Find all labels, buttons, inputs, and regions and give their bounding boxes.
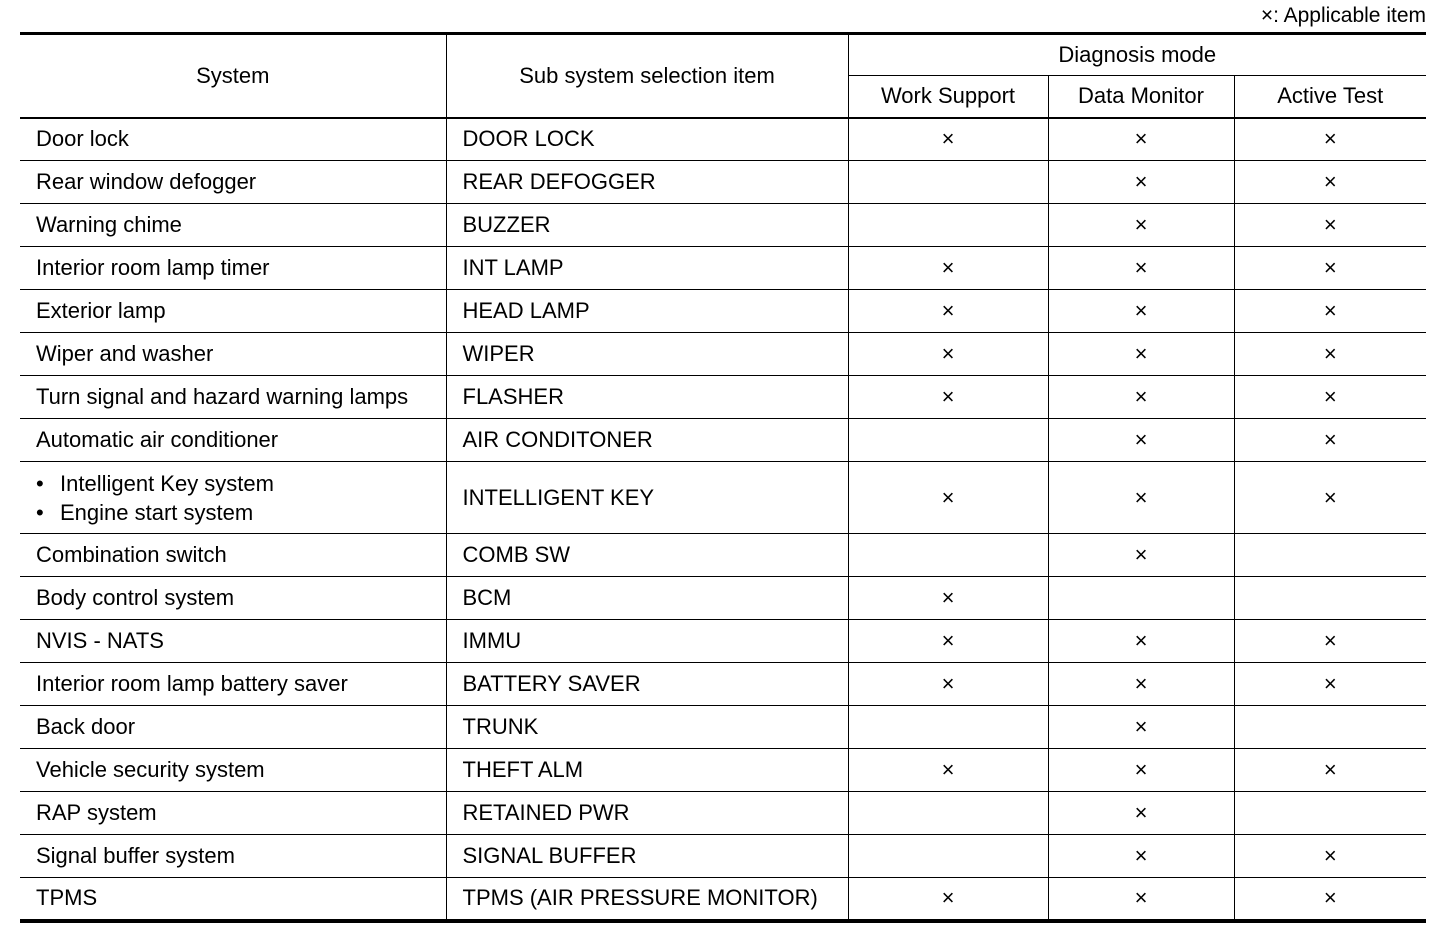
table-row [20,118,1426,161]
active-test-cell [1234,620,1426,663]
system-name: Intelligent Key system [60,470,274,496]
system-name: Combination switch [36,542,227,567]
applicable-mark-icon: × [1323,484,1337,510]
table-row [20,878,1426,921]
applicable-mark-icon: × [1134,885,1148,911]
table-body [20,118,1426,921]
active-test-cell [1234,376,1426,419]
system-cell [20,376,446,419]
data-monitor-cell [1048,749,1234,792]
applicable-mark-icon: × [1323,212,1337,237]
diagnosis-mode-header: Diagnosis mode [848,34,1426,76]
work-support-cell [848,376,1048,419]
active-test-cell [1234,290,1426,333]
system-cell [20,620,446,663]
applicable-mark-icon: × [1323,427,1337,452]
applicable-mark-icon: × [1323,885,1337,911]
work-support-cell [848,118,1048,161]
applicable-mark-icon: × [1323,671,1337,696]
applicable-mark-icon: × [1323,126,1337,152]
table-row [20,835,1426,878]
table-row [20,706,1426,749]
applicable-mark-icon: × [941,757,955,782]
applicable-mark-icon: × [941,885,955,911]
applicable-mark-icon: × [1323,169,1337,194]
system-cell [20,118,446,161]
system-list-item [36,469,446,498]
system-cell [20,290,446,333]
applicable-mark-icon: × [1134,212,1148,237]
sub-system-cell: TPMS (AIR PRESSURE MONITOR) [446,878,848,921]
system-cell [20,749,446,792]
applicable-mark-icon: × [941,341,955,366]
system-name: Exterior lamp [36,298,166,323]
sub-system-cell: AIR CONDITONER [446,419,848,462]
system-name: Interior room lamp battery saver [36,671,348,696]
system-cell [20,878,446,921]
table-row [20,247,1426,290]
applicable-mark-icon: × [1134,542,1148,567]
system-name: Rear window defogger [36,169,257,194]
system-cell [20,247,446,290]
data-monitor-cell [1048,462,1234,534]
work-support-column-header: Work Support [848,76,1048,118]
applicable-mark-icon: × [1323,628,1337,653]
bullet-icon: • [36,470,44,496]
applicable-mark-icon: × [1134,126,1148,152]
active-test-cell [1234,247,1426,290]
table-row [20,333,1426,376]
applicable-mark-icon: × [941,126,955,152]
table-row [20,161,1426,204]
sub-system-cell: THEFT ALM [446,749,848,792]
data-monitor-column-header: Data Monitor [1048,76,1234,118]
active-test-cell [1234,577,1426,620]
applicable-mark-icon: × [1134,843,1148,868]
system-cell [20,835,446,878]
work-support-cell [848,333,1048,376]
data-monitor-cell [1048,706,1234,749]
sub-system-cell: INTELLIGENT KEY [446,462,848,534]
system-column-header: System [20,34,446,118]
applicable-mark-icon: × [941,384,955,409]
active-test-column-header: Active Test [1234,76,1426,118]
sub-system-cell: SIGNAL BUFFER [446,835,848,878]
system-cell [20,204,446,247]
data-monitor-cell [1048,204,1234,247]
data-monitor-cell [1048,620,1234,663]
applicable-mark-icon: × [1134,714,1148,739]
system-cell [20,577,446,620]
applicable-mark-icon: × [941,671,955,696]
system-name: Door lock [36,126,129,152]
table-row [20,620,1426,663]
system-list-item [36,498,446,527]
data-monitor-cell [1048,333,1234,376]
work-support-cell [848,706,1048,749]
work-support-cell [848,290,1048,333]
sub-system-cell: IMMU [446,620,848,663]
active-test-cell [1234,118,1426,161]
work-support-cell [848,204,1048,247]
applicable-mark-icon: × [941,585,955,610]
applicable-item-legend: ×: Applicable item [1260,4,1426,27]
applicable-mark-icon: × [941,298,955,323]
system-name: RAP system [36,800,157,825]
system-name: Warning chime [36,212,182,237]
applicable-mark-icon: × [1134,671,1148,696]
system-name: Body control system [36,585,235,610]
sub-system-cell: BATTERY SAVER [446,663,848,706]
sub-system-cell: DOOR LOCK [446,118,848,161]
sub-system-cell: BCM [446,577,848,620]
data-monitor-cell [1048,118,1234,161]
table-row [20,749,1426,792]
active-test-cell [1234,749,1426,792]
applicable-mark-icon: × [1134,757,1148,782]
system-name: Wiper and washer [36,341,214,366]
system-name: Vehicle security system [36,757,265,782]
system-name: Interior room lamp timer [36,255,270,280]
table-row [20,792,1426,835]
work-support-cell [848,878,1048,921]
sub-system-cell: BUZZER [446,204,848,247]
active-test-cell [1234,878,1426,921]
work-support-cell [848,577,1048,620]
diagnosis-mode-table [20,32,1426,923]
data-monitor-cell [1048,835,1234,878]
work-support-cell [848,534,1048,577]
sub-system-cell: HEAD LAMP [446,290,848,333]
active-test-cell [1234,792,1426,835]
active-test-cell [1234,706,1426,749]
system-cell [20,333,446,376]
sub-system-cell: REAR DEFOGGER [446,161,848,204]
work-support-cell [848,835,1048,878]
table-row [20,419,1426,462]
active-test-cell [1234,835,1426,878]
data-monitor-cell [1048,577,1234,620]
table-row [20,577,1426,620]
applicable-mark-icon: × [1134,255,1148,280]
active-test-cell [1234,663,1426,706]
applicable-mark-icon: × [941,484,955,510]
applicable-mark-icon: × [1323,255,1337,280]
table-row [20,462,1426,534]
table-header [20,34,1426,118]
system-cell [20,706,446,749]
sub-system-column-header: Sub system selection item [446,34,848,118]
work-support-cell [848,419,1048,462]
applicable-mark-icon: × [1134,484,1148,510]
data-monitor-cell [1048,878,1234,921]
system-cell [20,534,446,577]
work-support-cell [848,749,1048,792]
system-cell [20,419,446,462]
sub-system-cell: FLASHER [446,376,848,419]
bullet-icon: • [36,499,44,525]
applicable-mark-icon: × [1134,169,1148,194]
applicable-mark-icon: × [1134,341,1148,366]
applicable-mark-icon: × [1134,427,1148,452]
system-name: Back door [36,714,136,739]
system-name: Engine start system [60,499,254,525]
data-monitor-cell [1048,376,1234,419]
table-row [20,663,1426,706]
applicable-mark-icon: × [1323,843,1337,868]
data-monitor-cell [1048,419,1234,462]
system-cell [20,462,446,534]
applicable-mark-icon: × [1134,628,1148,653]
data-monitor-cell [1048,247,1234,290]
data-monitor-cell [1048,290,1234,333]
work-support-cell [848,161,1048,204]
work-support-cell [848,792,1048,835]
active-test-cell [1234,534,1426,577]
sub-system-cell: INT LAMP [446,247,848,290]
applicable-mark-icon: × [1323,384,1337,409]
active-test-cell [1234,333,1426,376]
applicable-mark-icon: × [1134,384,1148,409]
work-support-cell [848,620,1048,663]
applicable-mark-icon: × [941,628,955,653]
system-name: Signal buffer system [36,843,235,868]
applicable-mark-icon: × [1323,757,1337,782]
table-row [20,204,1426,247]
system-cell [20,161,446,204]
system-name: Turn signal and hazard warning lamps [36,384,409,409]
work-support-cell [848,663,1048,706]
data-monitor-cell [1048,534,1234,577]
data-monitor-cell [1048,161,1234,204]
system-cell [20,792,446,835]
sub-system-cell: RETAINED PWR [446,792,848,835]
table-row [20,376,1426,419]
active-test-cell [1234,161,1426,204]
applicable-mark-icon: × [941,255,955,280]
active-test-cell [1234,204,1426,247]
work-support-cell [848,247,1048,290]
active-test-cell [1234,462,1426,534]
work-support-cell [848,462,1048,534]
sub-system-cell: TRUNK [446,706,848,749]
sub-system-cell: WIPER [446,333,848,376]
data-monitor-cell [1048,663,1234,706]
sub-system-cell: COMB SW [446,534,848,577]
system-cell [20,663,446,706]
applicable-mark-icon: × [1323,341,1337,366]
table-row [20,534,1426,577]
applicable-mark-icon: × [1323,298,1337,323]
table-row [20,290,1426,333]
applicable-mark-icon: × [1134,800,1148,825]
system-name: NVIS - NATS [36,628,164,653]
applicable-mark-icon: × [1134,298,1148,323]
system-name: TPMS [36,885,98,911]
data-monitor-cell [1048,792,1234,835]
active-test-cell [1234,419,1426,462]
system-name: Automatic air conditioner [36,427,279,452]
